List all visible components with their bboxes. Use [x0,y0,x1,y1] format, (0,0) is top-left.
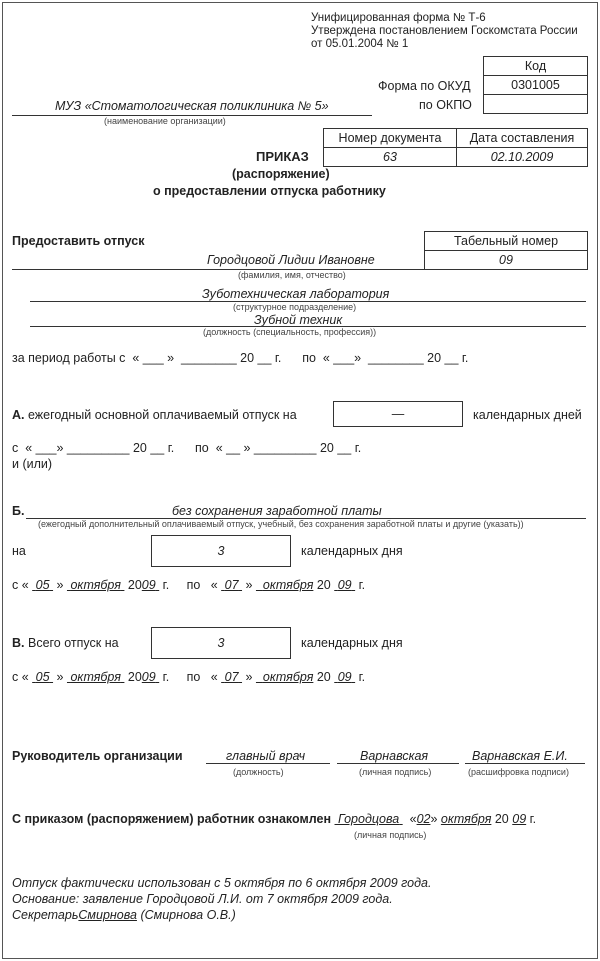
employee-name-line [12,269,424,270]
position: Зубной техник [254,313,343,327]
secretary-signature: Смирнова [78,908,137,922]
doc-number: 63 [323,147,457,167]
section-b-type: без сохранения заработной платы [172,504,382,518]
section-v-days-unit: календарных дня [301,636,403,650]
employee-name: Городцовой Лидии Ивановне [207,253,375,267]
section-a-dates: с « ___» _________ 20 __ г. по « __ » _________ 20 __ г. [12,441,362,455]
section-b-days-unit: календарных дня [301,544,403,558]
section-b-on-label: на [12,544,26,558]
v-from-year: 09 [141,670,156,684]
ack-caption: (личная подпись) [354,830,427,840]
doc-subject: о предоставлении отпуска работнику [153,184,386,198]
ack-month: октября [440,812,492,826]
section-a-text: ежегодный основной оплачиваемый отпуск на [27,408,297,422]
form-line-2: Утверждена постановлением Госкомстата России [311,25,578,37]
tab-number-header: Табельный номер [424,231,588,251]
secretary-name: (Смирнова О.В.) [140,908,236,922]
v-to-month: октября [262,670,314,684]
v-to-year: 09 [337,670,352,684]
grant-label: Предоставить отпуск [12,234,145,248]
v-to-day: 07 [224,670,239,684]
section-v-text: Всего отпуск на [27,636,119,650]
head-name: Варнавская Е.И. [472,749,568,763]
b-from-year: 09 [141,578,156,592]
section-v-days: 3 [151,627,291,659]
position-caption: (должность (специальность, профессия)) [203,327,377,337]
acknowledgement: С приказом (распоряжением) работник ознакомлен Городцова «02» октября 20 09 г. [12,812,537,826]
head-name-line [465,763,585,764]
b-to-year: 09 [337,578,352,592]
cap-position: (должность) [233,767,284,777]
department: Зуботехническая лаборатория [202,287,390,301]
organization-name: МУЗ «Стоматологическая поликлиника № 5» [55,99,329,113]
ack-label: С приказом (распоряжением) работник ознакомлен [12,812,332,826]
note-line-2: Основание: заявление Городцовой Л.И. от 7 октября 2009 года. [12,892,393,906]
head-signature-line [337,763,459,764]
ack-signature: Городцова [338,812,400,826]
cap-signature: (личная подпись) [359,767,432,777]
head-position-line [206,763,330,764]
ack-day: 02 [416,812,431,826]
note-line-1: Отпуск фактически использован с 5 октября по 6 октября 2009 года. [12,876,432,890]
okpo-value [483,94,588,114]
head-position: главный врач [226,749,306,763]
section-b-dates: с « 05 » октября 2009 г. по « 07 » октября 20 09 г. [12,578,366,592]
section-v-dates: с « 05 » октября 2009 г. по « 07 » октября 20 09 г. [12,670,366,684]
head-signature: Варнавская [360,749,429,763]
code-header: Код [483,56,588,76]
organization-caption: (наименование организации) [104,116,226,126]
ack-year: 09 [512,812,527,826]
section-a-days: — [333,401,463,427]
okpo-label: по ОКПО [419,98,472,112]
doc-number-header: Номер документа [323,128,457,148]
form-line-3: от 05.01.2004 № 1 [311,38,409,50]
okud-label: Форма по ОКУД [378,79,471,93]
section-b-days: 3 [151,535,291,567]
doc-title: ПРИКАЗ [256,149,309,164]
doc-date: 02.10.2009 [456,147,588,167]
secretary-label: Секретарь [12,908,79,922]
section-v-label: В. [12,636,25,650]
department-caption: (структурное подразделение) [233,302,357,312]
and-or-label: и (или) [12,457,53,471]
section-a-label: А. [12,408,25,422]
b-to-month: октября [262,578,314,592]
v-from-day: 05 [35,670,50,684]
work-period: за период работы с « ___ » ________ 20 __ г. по « ___» ________ 20 __ г. [12,351,469,365]
employee-name-caption: (фамилия, имя, отчество) [238,270,346,280]
section-b-label: Б. [12,504,25,518]
v-from-month: октября [70,670,121,684]
b-to-day: 07 [224,578,239,592]
section-a-days-unit: календарных дней [473,408,582,422]
b-from-month: октября [70,578,121,592]
secretary-line [12,908,236,922]
cap-name: (расшифровка подписи) [468,767,569,777]
b-from-day: 05 [35,578,50,592]
doc-subtitle: (распоряжение) [232,167,330,181]
section-b-type-caption: (ежегодный дополнительный оплачиваемый отпуск, учебный, без сохранения заработной платы и другие (указать)) [38,519,524,529]
form-line-1: Унифицированная форма № Т-6 [311,12,486,24]
head-label: Руководитель организации [12,749,183,763]
doc-date-header: Дата составления [456,128,588,148]
okud-value: 0301005 [483,75,588,95]
tab-number: 09 [424,250,588,270]
